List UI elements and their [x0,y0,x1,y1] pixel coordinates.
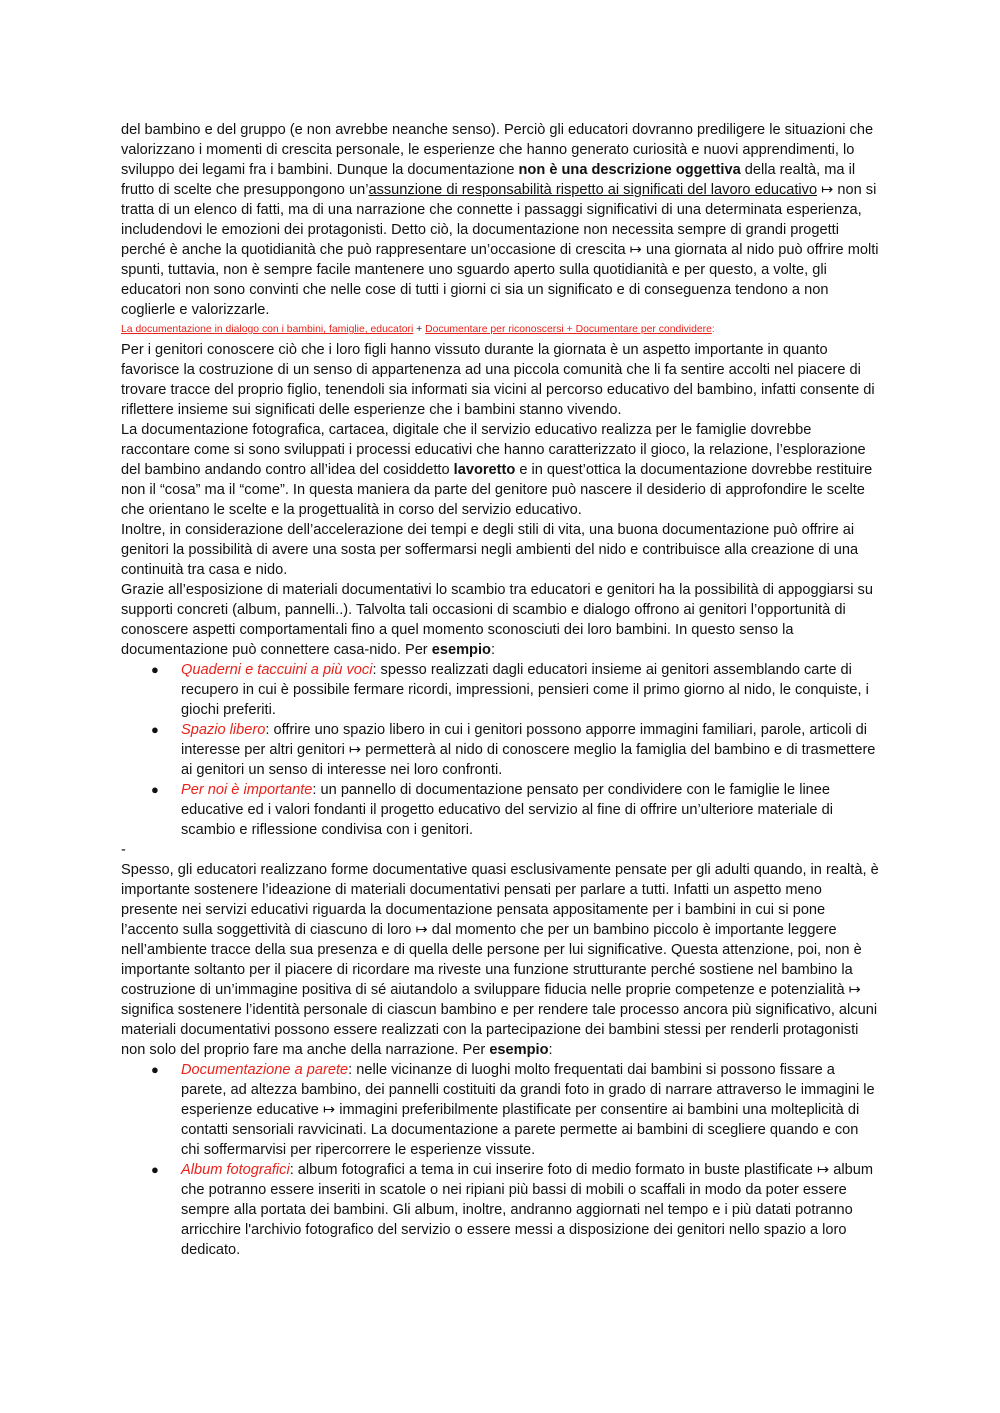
list-item-title: Per noi è importante [181,782,313,798]
documentazione-paragraph [121,420,881,520]
esempio-bold: esempio [431,642,491,658]
documentazione-text-1: La documentazione fotografica, cartacea, digitale che il servizio educativo realizza per le famiglie dovrebbe raccontare come si sono sviluppati i processi educativi che hanno caratterizzato il gioco, la relazione, l’esplorazione del bambino andando contro all’idea del cosiddetto [121,422,866,478]
list-item-title: Quaderni e taccuini a più voci [181,662,373,678]
heading-link-documentare[interactable]: Documentare per riconoscersi + Documentare per condividere [425,324,712,335]
list-item [121,1060,881,1160]
genitori-paragraph: Per i genitori conoscere ciò che i loro figli hanno vissuto durante la giornata è un aspetto importante in quanto favorisce la costruzione di un senso di appartenenza ad una piccola comunità che li fa sentire accolti nel piacere di trovare tracce del proprio figlio, tenendoli sia informati sia vicini al percorso educativo del bambino, infatti consente di riflettere insieme sui significati delle esperienze che i bambini stanno vivendo. [121,342,875,418]
list-item-title: Album fotografici [181,1162,290,1178]
bullet-icon: ● [151,782,159,797]
grazie-text-1: Grazie all’esposizione di materiali documentativi lo scambio tra educatori e genitori ha la possibilità di appoggiarsi su supporti concreti (album, pannelli..). Talvolta tali occasioni di scambio e dialogo offrono ai genitori l’opportunità di conoscere aspetti comportamentali fino a quel momento sconosciuti dei loro bambini. In questo senso la documentazione può connettere casa-nido. Per [121,582,873,658]
intro-text-3: ↦ non si tratta di un elenco di fatti, ma di una narrazione che connette i passaggi significativi di una determinata esperienza, includendovi le emozioni dei protagonisti. Detto ciò, la documentazione non necessita sempre di grandi progetti perché è anche la quotidianità che può rappresentare un’occasione di crescita ↦ una giornata al nido può offrire molti spunti, tuttavia, non è sempre facile mantenere uno sguardo aperto sulla quotidianità e per questo, a volte, gli educatori non sono convinti che nelle cose di tutti i giorni ci sia un significato e di conseguenza tendono a non coglierle e valorizzarle. [121,182,879,318]
bullet-icon: ● [151,1062,159,1077]
list-item [121,660,881,720]
intro-text-1: del bambino e del gruppo (e non avrebbe neanche senso). Perciò gli educatori dovranno prediligere le situazioni che valorizzano i momenti di crescita personale, le esperienze che hanno generato curiosità e nuovi apprendimenti, lo sviluppo dei legami fra i bambini. Dunque la documentazione [121,122,874,178]
grazie-colon: : [490,642,496,658]
grazie-paragraph [121,580,881,660]
inoltre-paragraph: Inoltre, in considerazione dell’accelerazione dei tempi e degli stili di vita, una buona documentazione può offrire ai genitori la possibilità di avere una sosta per soffermarsi negli ambienti del nido e contribuisce alla creazione di una continuità tra casa e nido. [121,522,859,578]
bambini-examples-list [121,1060,881,1260]
documentazione-text-2: e in quest’ottica la documentazione dovrebbe restituire non il “cosa” ma il “come”. In questa maniera da parte del genitore può nascere il desiderio di approfondire le scelte che orientano le scelte e la progettualità in corso del servizio educativo. [121,462,873,518]
section-heading [121,320,881,340]
spesso-paragraph [121,860,881,1060]
list-item-text: : album fotografici a tema in cui inserire foto di medio formato in buste plastificate ↦ album che potranno essere inseriti in scatole o nei ripiani più bassi di mobili o scaffali in modo da poter essere sempre alla portata dei bambini. Gli album, inoltre, andranno aggiornati nel tempo e i più datati potranno arricchire l'archivio fotografico del servizio o essere messi a disposizione dei genitori nello spazio a loro dedicato. [181,1162,873,1258]
genitori-examples-list [121,660,881,840]
intro-text-2: della realtà, ma il frutto di scelte che presuppongono un’ [121,162,856,198]
heading-colon: : [711,324,715,335]
esempio-bold-2: esempio [489,1042,549,1058]
list-item [121,1160,881,1260]
list-item-title: Documentazione a parete [181,1062,349,1078]
bullet-icon: ● [151,662,159,677]
spesso-colon: : [548,1042,553,1058]
list-item-text: : nelle vicinanze di luoghi molto frequentati dai bambini si possono fissare a parete, ad altezza bambino, dei pannelli costituiti da grandi foto in grado di narrare attraverso le immagini le esperienze educative ↦ immagini preferibilmente plastificate per consentire ai bambini una molteplicità di contatti sensoriali ravvicinati. La documentazione a parete permette ai bambini di scegliere quando e con chi soffermarvisi per ripercorrere le esperienze vissute. [181,1062,875,1158]
list-item-text: : spesso realizzati dagli educatori insieme ai genitori assemblando carte di recupero in cui è possibile fermare ricordi, impressioni, pensieri come il primo giorno al nido, le conquiste, i giochi preferiti. [181,662,869,718]
lavoretto-bold: lavoretto [453,462,516,478]
spesso-text-1: Spesso, gli educatori realizzano forme documentative quasi esclusivamente pensate per gli adulti quando, in realtà, è importante sostenere l’ideazione di materiali documentativi pensati per parlare a tutti. Infatti un aspetto meno presente nei servizi educativi riguarda la documentazione pensata appositamente per i bambini in cui si pone l’accento sulla soggettività di ciascuno di loro ↦ dal momento che per un bambino piccolo è importante leggere nell’ambiente tracce della sua presenza e di quella delle persone per lui significative. Questa attenzione, poi, non è importante soltanto per il piacere di ricordare ma riveste una funzione strutturante perché sostiene nel bambino la costruzione di un’immagine positiva di sé aiutandolo a sviluppare fiducia nelle proprie competenze e potenzialità ↦ significa sostenere l’identità personale di ciascun bambino e per rendere tale processo ancora più significativo, alcuni materiali documentativi possono essere realizzati con la partecipazione dei bambini stessi per renderli protagonisti non solo del proprio fare ma anche della narrazione. Per [121,862,879,1058]
bullet-icon: ● [151,722,159,737]
heading-separator: + [413,324,426,335]
bullet-icon: ● [151,1162,159,1177]
list-item-text: : un pannello di documentazione pensato per condividere con le famiglie le linee educative ed i valori fondanti il progetto educativo del servizio al fine di offrire un’ulteriore materiale di scambio e riflessione condivisa con i genitori. [181,782,833,838]
intro-underlined-text: assunzione di responsabilità rispetto ai significati del lavoro educativo [368,182,818,198]
list-item-text: : offrire uno spazio libero in cui i genitori possono apporre immagini familiari, parole, articoli di interesse per altri genitori ↦ permetterà al nido di conoscere meglio la famiglia del bambino e di trasmettere ai genitori un senso di interesse nei loro confronti. [181,722,876,778]
heading-link-dialogo[interactable]: La documentazione in dialogo con i bambini, famiglie, educatori [121,324,414,335]
intro-paragraph [121,120,881,320]
separator-dash: - [121,842,126,858]
list-item [121,720,881,780]
list-item [121,780,881,840]
document-body [121,120,881,1260]
intro-bold-text: non è una descrizione oggettiva [518,162,741,178]
list-item-title: Spazio libero [181,722,266,738]
